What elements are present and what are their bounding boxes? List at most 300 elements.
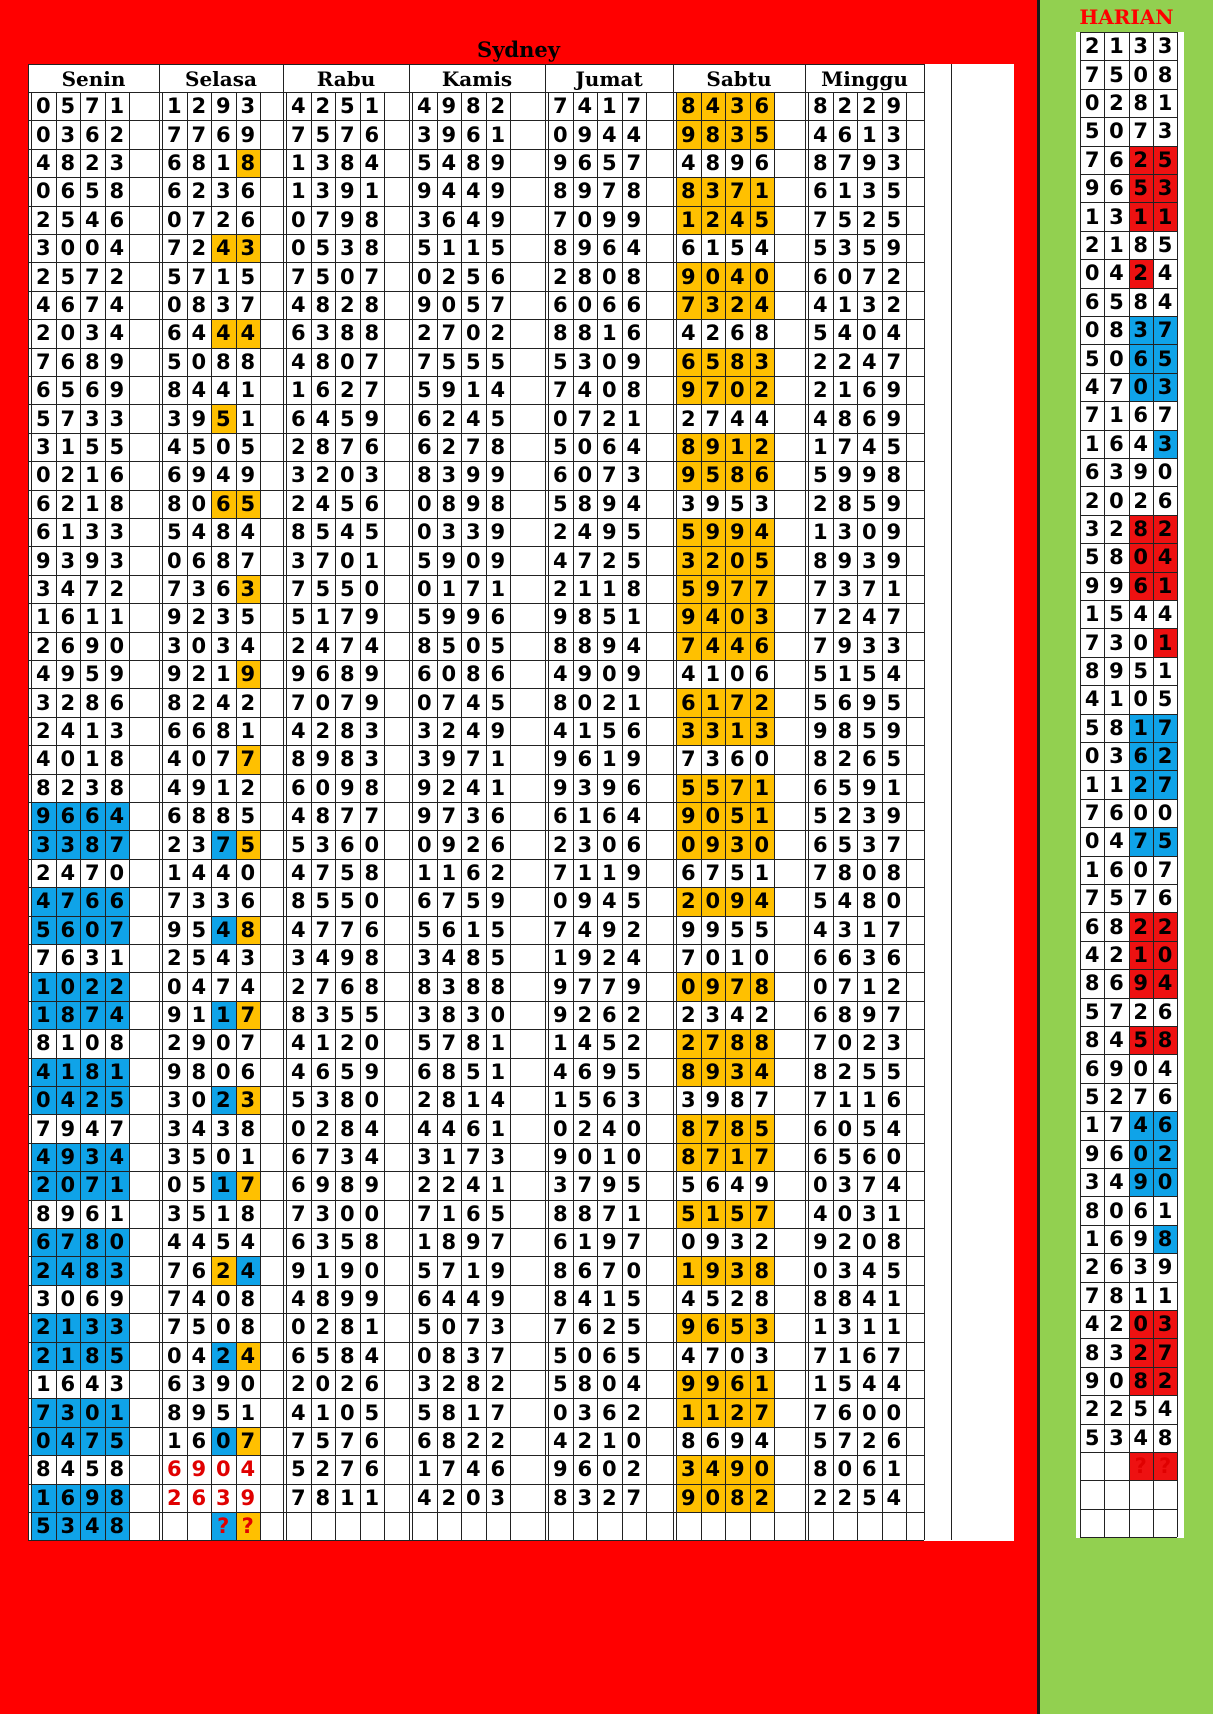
result-digit: 4 [60, 718, 76, 743]
result-digit: 4 [364, 1144, 380, 1169]
harian-digit: 5 [1129, 174, 1153, 202]
result-digit: 6 [191, 1428, 207, 1453]
harian-digit: 2 [1129, 912, 1153, 940]
result-digit: 8 [552, 236, 568, 261]
result-digit: 7 [191, 264, 207, 289]
result-digit: 2 [680, 1002, 696, 1027]
result-digit: 2 [837, 349, 853, 374]
result-digit: 8 [166, 378, 182, 403]
result-digit: 4 [109, 236, 125, 261]
result-digit: 2 [166, 1485, 182, 1510]
result-digit: 5 [290, 832, 306, 857]
result-digit: 2 [626, 1002, 642, 1027]
result-digit: 6 [364, 1457, 380, 1482]
harian-digit: 2 [1109, 516, 1124, 541]
harian-digit: 4 [1109, 1028, 1124, 1053]
result-digit [622, 1512, 647, 1540]
result-digit [461, 1512, 486, 1540]
result-digit: 4 [701, 1455, 726, 1483]
result-digit: 7 [364, 378, 380, 403]
result-digit: 5 [35, 406, 51, 431]
result-digit: 1 [35, 1372, 51, 1397]
result-digit: 3 [754, 491, 770, 516]
result-digit: 9 [109, 349, 125, 374]
result-digit [412, 1512, 437, 1540]
result-digit: 4 [290, 718, 306, 743]
result-digit: 1 [552, 946, 568, 971]
result-digit: 5 [416, 548, 432, 573]
result-digit: 3 [109, 1372, 125, 1397]
result-digit: 7 [886, 349, 902, 374]
result-digit: 6 [35, 378, 51, 403]
result-digit: 5 [211, 404, 236, 432]
result-digit: 4 [861, 434, 877, 459]
result-digit: 8 [290, 889, 306, 914]
result-digit: 5 [812, 690, 828, 715]
result-digit: 6 [754, 150, 770, 175]
harian-digit: 2 [1153, 1367, 1177, 1395]
result-digit: 9 [676, 1370, 701, 1398]
sydney-title: Sydney [477, 37, 560, 62]
result-digit: 0 [837, 1201, 853, 1226]
result-digit: 8 [676, 1058, 701, 1086]
result-digit: 7 [465, 434, 481, 459]
harian-digit: 2 [1129, 146, 1153, 174]
result-digit: 6 [84, 378, 100, 403]
result-digit: 8 [364, 946, 380, 971]
result-digit: 1 [441, 1144, 457, 1169]
result-digit: 6 [84, 1286, 100, 1311]
harian-digit: 3 [1109, 1425, 1124, 1450]
result-digit: 3 [364, 747, 380, 772]
result-digit: 0 [552, 406, 568, 431]
result-digit: 1 [84, 491, 100, 516]
result-digit: 8 [837, 406, 853, 431]
result-digit: 2 [577, 1002, 593, 1027]
result-digit: 6 [35, 520, 51, 545]
result-digit: 3 [416, 1144, 432, 1169]
result-digit: 0 [601, 662, 617, 687]
result-digit: 4 [109, 321, 125, 346]
result-digit: 7 [680, 946, 696, 971]
result-digit: 7 [84, 94, 100, 119]
harian-title: HARIAN [1079, 5, 1174, 29]
result-digit: 2 [191, 94, 207, 119]
result-digit: 8 [215, 548, 231, 573]
result-digit: 9 [812, 718, 828, 743]
result-digit: 5 [465, 349, 481, 374]
result-digit: 8 [441, 1400, 457, 1425]
result-digit: 6 [339, 974, 355, 999]
result-digit: 5 [812, 889, 828, 914]
result-digit: 8 [364, 236, 380, 261]
grid-line [805, 64, 806, 1540]
result-digit: 9 [577, 946, 593, 971]
result-digit: 8 [552, 633, 568, 658]
result-digit: 3 [166, 633, 182, 658]
result-digit: 5 [166, 349, 182, 374]
result-digit: 8 [339, 747, 355, 772]
result-digit: 6 [490, 1457, 506, 1482]
result-digit: 4 [215, 463, 231, 488]
result-digit: 7 [577, 974, 593, 999]
result-digit: 9 [701, 830, 726, 858]
result-digit: 9 [601, 775, 617, 800]
result-digit: 7 [750, 1398, 775, 1426]
result-digit: 4 [35, 150, 51, 175]
result-digit: 0 [812, 974, 828, 999]
result-digit: 4 [552, 1059, 568, 1084]
result-digit: 1 [339, 1485, 355, 1510]
result-digit: 4 [191, 1343, 207, 1368]
result-digit: 7 [886, 917, 902, 942]
result-digit: 7 [626, 94, 642, 119]
result-digit: 8 [191, 292, 207, 317]
harian-digit: 7 [1157, 403, 1173, 428]
harian-digit [1153, 1509, 1177, 1537]
result-digit: 6 [315, 1059, 331, 1084]
result-digit: 0 [729, 1343, 745, 1368]
harian-digit: 1 [1129, 714, 1153, 742]
harian-digit: 5 [1153, 146, 1177, 174]
result-digit: 2 [215, 207, 231, 232]
harian-digit: 0 [1084, 744, 1100, 769]
result-digit: 5 [465, 292, 481, 317]
result-digit: 1 [465, 917, 481, 942]
result-digit: 4 [886, 662, 902, 687]
result-digit: 7 [339, 690, 355, 715]
result-digit: 8 [676, 1114, 701, 1142]
harian-digit: 2 [1133, 488, 1149, 513]
result-digit: 0 [215, 1457, 231, 1482]
result-digit: 5 [166, 264, 182, 289]
result-digit: 2 [60, 463, 76, 488]
harian-digit: 3 [1133, 34, 1149, 59]
result-digit: 9 [676, 262, 701, 290]
result-digit: 0 [861, 520, 877, 545]
day-header-rabu: Rabu [316, 67, 376, 91]
result-digit: 1 [725, 1143, 750, 1171]
result-digit: 3 [626, 463, 642, 488]
day-header-kamis: Kamis [441, 67, 513, 91]
result-digit: 3 [577, 349, 593, 374]
result-digit: 9 [577, 889, 593, 914]
result-digit: 9 [166, 605, 182, 630]
result-digit: 3 [315, 1088, 331, 1113]
result-digit: 3 [416, 207, 432, 232]
result-digit: 4 [211, 916, 236, 944]
result-digit: 0 [416, 264, 432, 289]
result-digit: 6 [166, 463, 182, 488]
result-digit: 7 [364, 264, 380, 289]
result-digit: 1 [812, 434, 828, 459]
result-digit: 8 [441, 1002, 457, 1027]
result-digit: 9 [701, 1256, 726, 1284]
result-digit: 9 [465, 605, 481, 630]
harian-digit: 8 [1133, 232, 1149, 257]
result-digit: 3 [191, 889, 207, 914]
result-digit: 1 [84, 718, 100, 743]
result-digit: 3 [166, 1201, 182, 1226]
result-digit: 1 [109, 94, 125, 119]
result-digit: 0 [290, 1116, 306, 1141]
result-digit: 7 [290, 690, 306, 715]
result-digit: 4 [861, 349, 877, 374]
result-digit: 0 [701, 802, 726, 830]
result-digit: 4 [105, 1001, 130, 1029]
result-digit: 9 [215, 1372, 231, 1397]
grid-line [31, 92, 32, 1540]
result-digit: 5 [339, 889, 355, 914]
result-digit: 5 [416, 1315, 432, 1340]
result-digit: 7 [552, 1315, 568, 1340]
harian-digit: 4 [1157, 1056, 1173, 1081]
result-digit: 3 [364, 463, 380, 488]
result-digit: 0 [725, 546, 750, 574]
result-digit: 3 [84, 946, 100, 971]
result-digit: 3 [290, 463, 306, 488]
result-digit: 1 [166, 94, 182, 119]
result-digit: 1 [886, 1286, 902, 1311]
result-digit: 9 [490, 718, 506, 743]
result-digit: 9 [339, 1258, 355, 1283]
result-digit: 6 [754, 662, 770, 687]
harian-digit: 7 [1109, 1113, 1124, 1138]
result-digit: 4 [56, 1086, 81, 1114]
result-digit [701, 1512, 726, 1540]
result-digit: 9 [31, 802, 56, 830]
result-digit: 7 [35, 349, 51, 374]
result-digit: 5 [315, 1428, 331, 1453]
result-digit: 7 [166, 576, 182, 601]
result-digit: 0 [441, 662, 457, 687]
result-digit: 8 [750, 972, 775, 1000]
result-digit: 2 [626, 1457, 642, 1482]
result-digit: 9 [339, 179, 355, 204]
result-digit: 6 [705, 1428, 721, 1453]
harian-digit: 0 [1157, 800, 1173, 825]
result-digit: 3 [416, 122, 432, 147]
result-digit: 4 [626, 946, 642, 971]
result-digit: 7 [60, 406, 76, 431]
result-digit: 6 [601, 1400, 617, 1425]
result-digit: 6 [861, 406, 877, 431]
result-digit: 4 [290, 1031, 306, 1056]
result-digit: 1 [552, 1088, 568, 1113]
harian-digit: 4 [1084, 1312, 1100, 1337]
result-digit: 0 [601, 264, 617, 289]
result-digit: 7 [577, 1173, 593, 1198]
result-digit: 7 [812, 1088, 828, 1113]
result-digit: 6 [601, 236, 617, 261]
result-digit: 4 [577, 520, 593, 545]
harian-digit: 5 [1084, 999, 1100, 1024]
result-digit: 0 [577, 463, 593, 488]
result-digit: 8 [109, 775, 125, 800]
result-digit: 9 [60, 662, 76, 687]
result-digit: 6 [577, 1315, 593, 1340]
result-digit: 8 [364, 321, 380, 346]
result-digit: 7 [812, 605, 828, 630]
harian-digit: 8 [1133, 90, 1149, 115]
result-digit: 8 [339, 1173, 355, 1198]
result-digit: 5 [84, 662, 100, 687]
harian-digit: 2 [1084, 232, 1100, 257]
result-digit: 4 [215, 946, 231, 971]
result-digit: 4 [626, 633, 642, 658]
result-digit: 0 [35, 179, 51, 204]
result-digit: 0 [290, 236, 306, 261]
result-digit: 0 [60, 1286, 76, 1311]
harian-digit: 5 [1084, 346, 1100, 371]
result-digit: 7 [754, 1088, 770, 1113]
result-digit: 5 [339, 406, 355, 431]
result-digit: 5 [315, 1343, 331, 1368]
result-digit: 9 [441, 378, 457, 403]
harian-digit [1080, 1480, 1104, 1508]
result-digit: 2 [837, 747, 853, 772]
weekly-results-table [28, 64, 1014, 1541]
result-digit: 9 [490, 548, 506, 573]
result-digit: 1 [364, 1315, 380, 1340]
result-digit: 9 [754, 1173, 770, 1198]
harian-digit: ? [1129, 1452, 1153, 1480]
result-digit: 3 [861, 832, 877, 857]
result-digit: 8 [680, 1428, 696, 1453]
result-digit: 6 [626, 718, 642, 743]
harian-digit: 4 [1133, 431, 1149, 456]
result-digit: 7 [861, 1173, 877, 1198]
result-digit: 1 [552, 1031, 568, 1056]
result-digit: 8 [416, 633, 432, 658]
result-digit: 9 [886, 804, 902, 829]
result-digit: 7 [84, 860, 100, 885]
result-digit: 5 [315, 520, 331, 545]
result-digit: 0 [290, 207, 306, 232]
result-digit: 0 [416, 576, 432, 601]
result-digit: 2 [812, 349, 828, 374]
result-digit: 8 [364, 292, 380, 317]
result-digit: 4 [35, 292, 51, 317]
result-digit: 0 [886, 1400, 902, 1425]
harian-digit: 7 [1129, 827, 1153, 855]
result-digit: 1 [861, 1315, 877, 1340]
result-digit: 0 [109, 860, 125, 885]
harian-digit [1104, 1480, 1128, 1508]
result-digit: 9 [490, 207, 506, 232]
result-digit: 4 [490, 1088, 506, 1113]
result-digit: 4 [812, 292, 828, 317]
harian-digit: 1 [1084, 857, 1100, 882]
result-digit: 1 [812, 1315, 828, 1340]
result-digit: 0 [725, 376, 750, 404]
result-digit: 8 [725, 348, 750, 376]
result-digit: 0 [701, 1484, 726, 1512]
result-digit: 0 [166, 1173, 182, 1198]
result-digit: 1 [490, 1173, 506, 1198]
result-digit: 0 [166, 548, 182, 573]
result-digit: 6 [812, 1144, 828, 1169]
result-digit: 6 [416, 889, 432, 914]
result-digit: 2 [577, 1428, 593, 1453]
result-digit: 3 [416, 747, 432, 772]
result-digit: 0 [441, 292, 457, 317]
result-digit: 3 [725, 1058, 750, 1086]
result-digit: 7 [315, 1144, 331, 1169]
result-digit: 0 [701, 262, 726, 290]
harian-digit: 1 [1157, 1283, 1173, 1308]
result-digit: 4 [35, 747, 51, 772]
result-digit: 5 [626, 520, 642, 545]
harian-digit: 3 [1109, 204, 1124, 229]
result-digit: 5 [339, 1230, 355, 1255]
result-digit: 5 [191, 434, 207, 459]
result-digit: 9 [626, 860, 642, 885]
result-digit: 5 [886, 434, 902, 459]
result-digit: 8 [191, 150, 207, 175]
day-header-selasa: Selasa [185, 67, 257, 91]
result-digit: 5 [84, 179, 100, 204]
result-digit: 9 [339, 775, 355, 800]
result-digit: 8 [886, 860, 902, 885]
result-digit: 0 [861, 860, 877, 885]
result-digit: 7 [676, 632, 701, 660]
result-digit: 1 [441, 576, 457, 601]
result-digit: 1 [109, 946, 125, 971]
harian-digit: 8 [1129, 515, 1153, 543]
result-digit: 8 [315, 804, 331, 829]
result-digit: 6 [705, 1173, 721, 1198]
result-digit: 8 [626, 576, 642, 601]
result-digit: 6 [441, 207, 457, 232]
result-digit: 4 [364, 150, 380, 175]
panel-divider [1037, 0, 1040, 1714]
result-digit: 7 [812, 1031, 828, 1056]
result-digit: 8 [80, 1256, 105, 1284]
result-digit: 6 [601, 804, 617, 829]
result-digit: 3 [315, 1002, 331, 1027]
result-digit: 6 [166, 804, 182, 829]
result-digit: 1 [886, 1315, 902, 1340]
result-digit: 9 [441, 832, 457, 857]
result-digit [882, 1512, 907, 1540]
result-digit: 2 [552, 832, 568, 857]
result-digit: 7 [750, 1200, 775, 1228]
result-digit: 4 [364, 633, 380, 658]
result-digit: 0 [837, 264, 853, 289]
result-digit: 0 [465, 633, 481, 658]
result-digit: 8 [215, 520, 231, 545]
result-digit: 2 [750, 688, 775, 716]
result-digit: 3 [837, 1315, 853, 1340]
result-digit: 8 [812, 1059, 828, 1084]
harian-digit: 4 [1129, 1111, 1153, 1139]
result-digit: 9 [84, 633, 100, 658]
result-digit: 0 [416, 832, 432, 857]
result-digit: 6 [812, 264, 828, 289]
result-digit: 9 [490, 179, 506, 204]
harian-digit: 7 [1084, 62, 1100, 87]
result-digit: 9 [601, 633, 617, 658]
result-digit: 6 [191, 548, 207, 573]
harian-digit: 1 [1133, 1283, 1149, 1308]
result-digit: 3 [215, 889, 231, 914]
result-digit: 0 [861, 321, 877, 346]
result-digit: 8 [166, 690, 182, 715]
result-digit: 6 [60, 946, 76, 971]
result-digit: 3 [490, 1315, 506, 1340]
result-digit: 3 [441, 520, 457, 545]
